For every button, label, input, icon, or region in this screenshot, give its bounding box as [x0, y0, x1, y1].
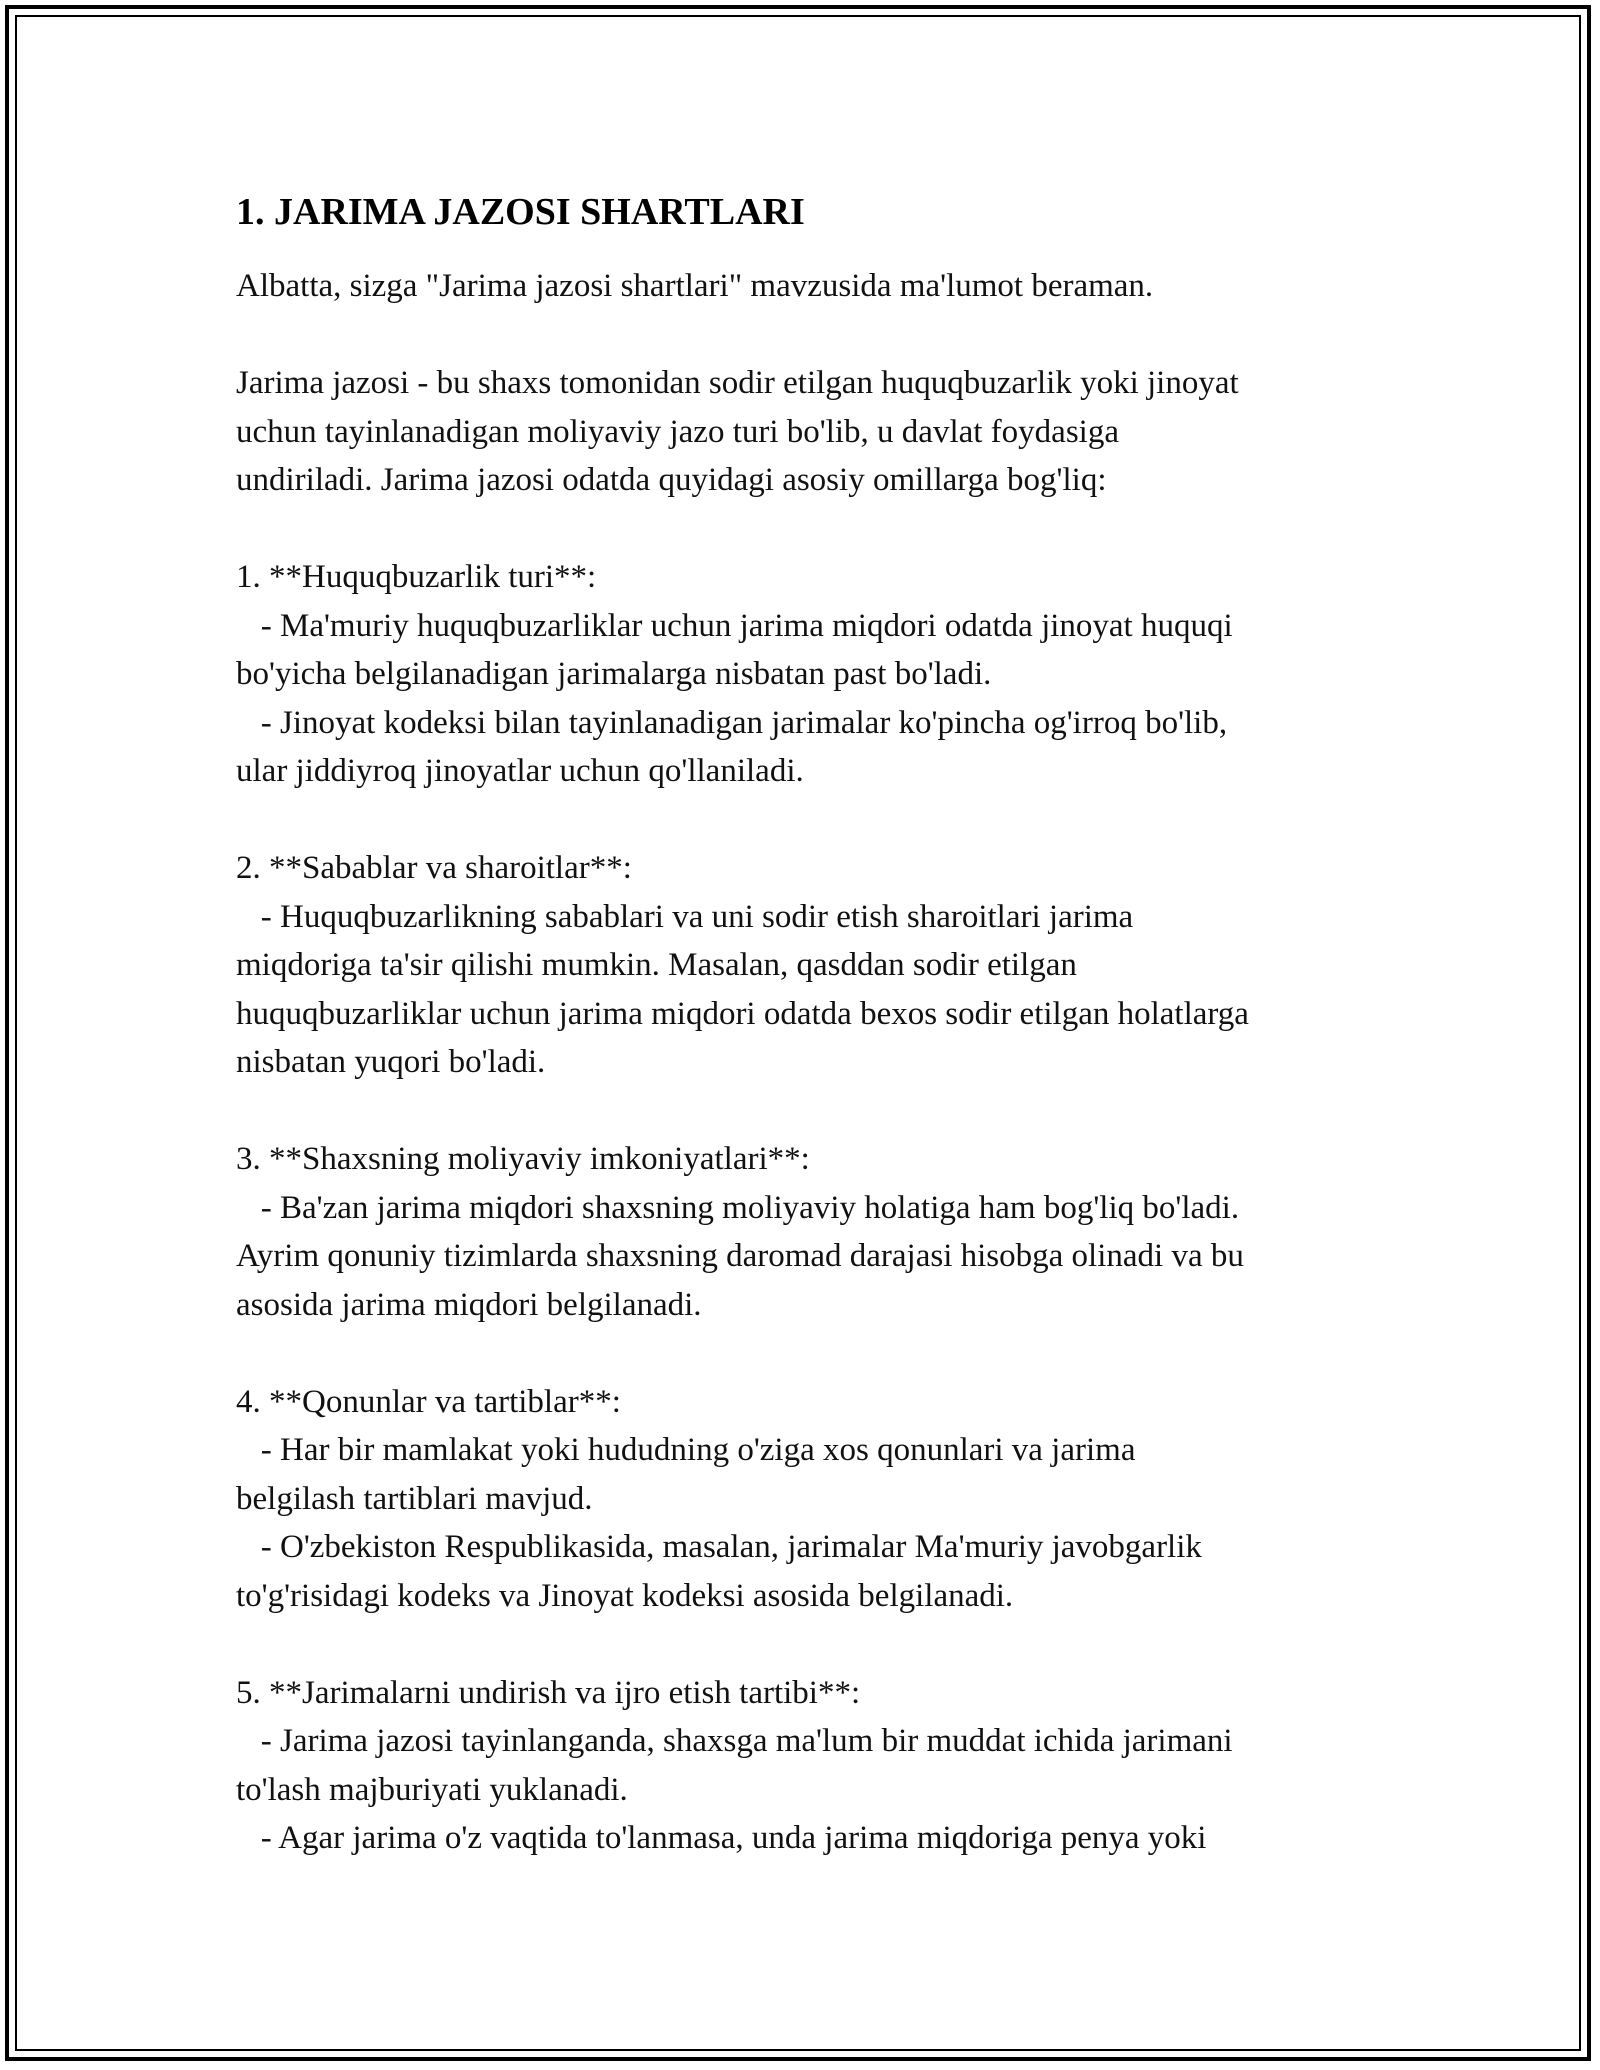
- text-line: - O'zbekiston Respublikasida, masalan, jarimalar Ma'muriy javobgarlik: [236, 1529, 1202, 1565]
- text-line: 4. **Qonunlar va tartiblar**:: [236, 1383, 621, 1420]
- blank-line: [236, 505, 1376, 554]
- text-line: - Jinoyat kodeksi bilan tayinlanadigan jarimalar ko'pincha og'irroq bo'lib,: [236, 704, 1228, 741]
- blank-line: [236, 311, 1376, 360]
- text-line: belgilash tartiblari mavjud.: [236, 1480, 593, 1517]
- text-line: 3. **Shaxsning moliyaviy imkoniyatlari**:: [236, 1141, 810, 1177]
- text-line: bo'yicha belgilanadigan jarimalarga nisbatan past bo'ladi.: [236, 656, 992, 692]
- text-line: to'g'risidagi kodeks va Jinoyat kodeksi asosida belgilanadi.: [236, 1577, 1014, 1614]
- document-heading: 1. JARIMA JAZOSI SHARTLARI: [236, 191, 805, 233]
- text-line: Jarima jazosi - bu shaxs tomonidan sodir etilgan huquqbuzarlik yoki jinoyat: [236, 365, 1239, 401]
- text-line: 5. **Jarimalarni undirish va ijro etish tartibi**:: [236, 1674, 861, 1711]
- document-text: [236, 262, 1376, 1863]
- text-line: undiriladi. Jarima jazosi odatda quyidagi asosiy omillarga bog'liq:: [236, 462, 1107, 498]
- blank-line: [236, 1620, 1376, 1669]
- text-line: ular jiddiyroq jinoyatlar uchun qo'llaniladi.: [236, 753, 804, 789]
- text-line: - Agar jarima o'z vaqtida to'lanmasa, unda jarima miqdoriga penya yoki: [236, 1820, 1207, 1856]
- text-line: 1. **Huquqbuzarlik turi**:: [236, 559, 597, 595]
- text-line: miqdoriga ta'sir qilishi mumkin. Masalan, qasddan sodir etilgan: [236, 947, 1077, 983]
- blank-line: [236, 1087, 1376, 1136]
- text-line: 2. **Sabablar va sharoitlar**:: [236, 850, 632, 886]
- text-line: to'lash majburiyati yuklanadi.: [236, 1771, 628, 1808]
- text-line: - Ma'muriy huquqbuzarliklar uchun jarima miqdori odatda jinoyat huquqi: [236, 607, 1233, 644]
- text-line: - Huquqbuzarlikning sabablari va uni sodir etish sharoitlari jarima: [236, 898, 1134, 935]
- blank-line: [236, 796, 1376, 845]
- text-line: asosida jarima miqdori belgilanadi.: [236, 1286, 702, 1323]
- text-line: Albatta, sizga "Jarima jazosi shartlari" mavzusida ma'lumot beraman.: [236, 268, 1154, 304]
- text-line: nisbatan yuqori bo'ladi.: [236, 1044, 546, 1080]
- text-line: - Ba'zan jarima miqdori shaxsning moliyaviy holatiga ham bog'liq bo'ladi.: [236, 1189, 1240, 1226]
- text-line: - Jarima jazosi tayinlanganda, shaxsga ma'lum bir muddat ichida jarimani: [236, 1723, 1233, 1759]
- text-line: huquqbuzarliklar uchun jarima miqdori odatda bexos sodir etilgan holatlarga: [236, 995, 1249, 1032]
- document-body: [236, 188, 1376, 1863]
- text-line: - Har bir mamlakat yoki hududning o'ziga xos qonunlari va jarima: [236, 1432, 1136, 1468]
- text-line: uchun tayinlanadigan moliyaviy jazo turi bo'lib, u davlat foydasiga: [236, 413, 1119, 450]
- text-line: Ayrim qonuniy tizimlarda shaxsning daromad darajasi hisobga olinadi va bu: [236, 1238, 1244, 1274]
- blank-line: [236, 1329, 1376, 1378]
